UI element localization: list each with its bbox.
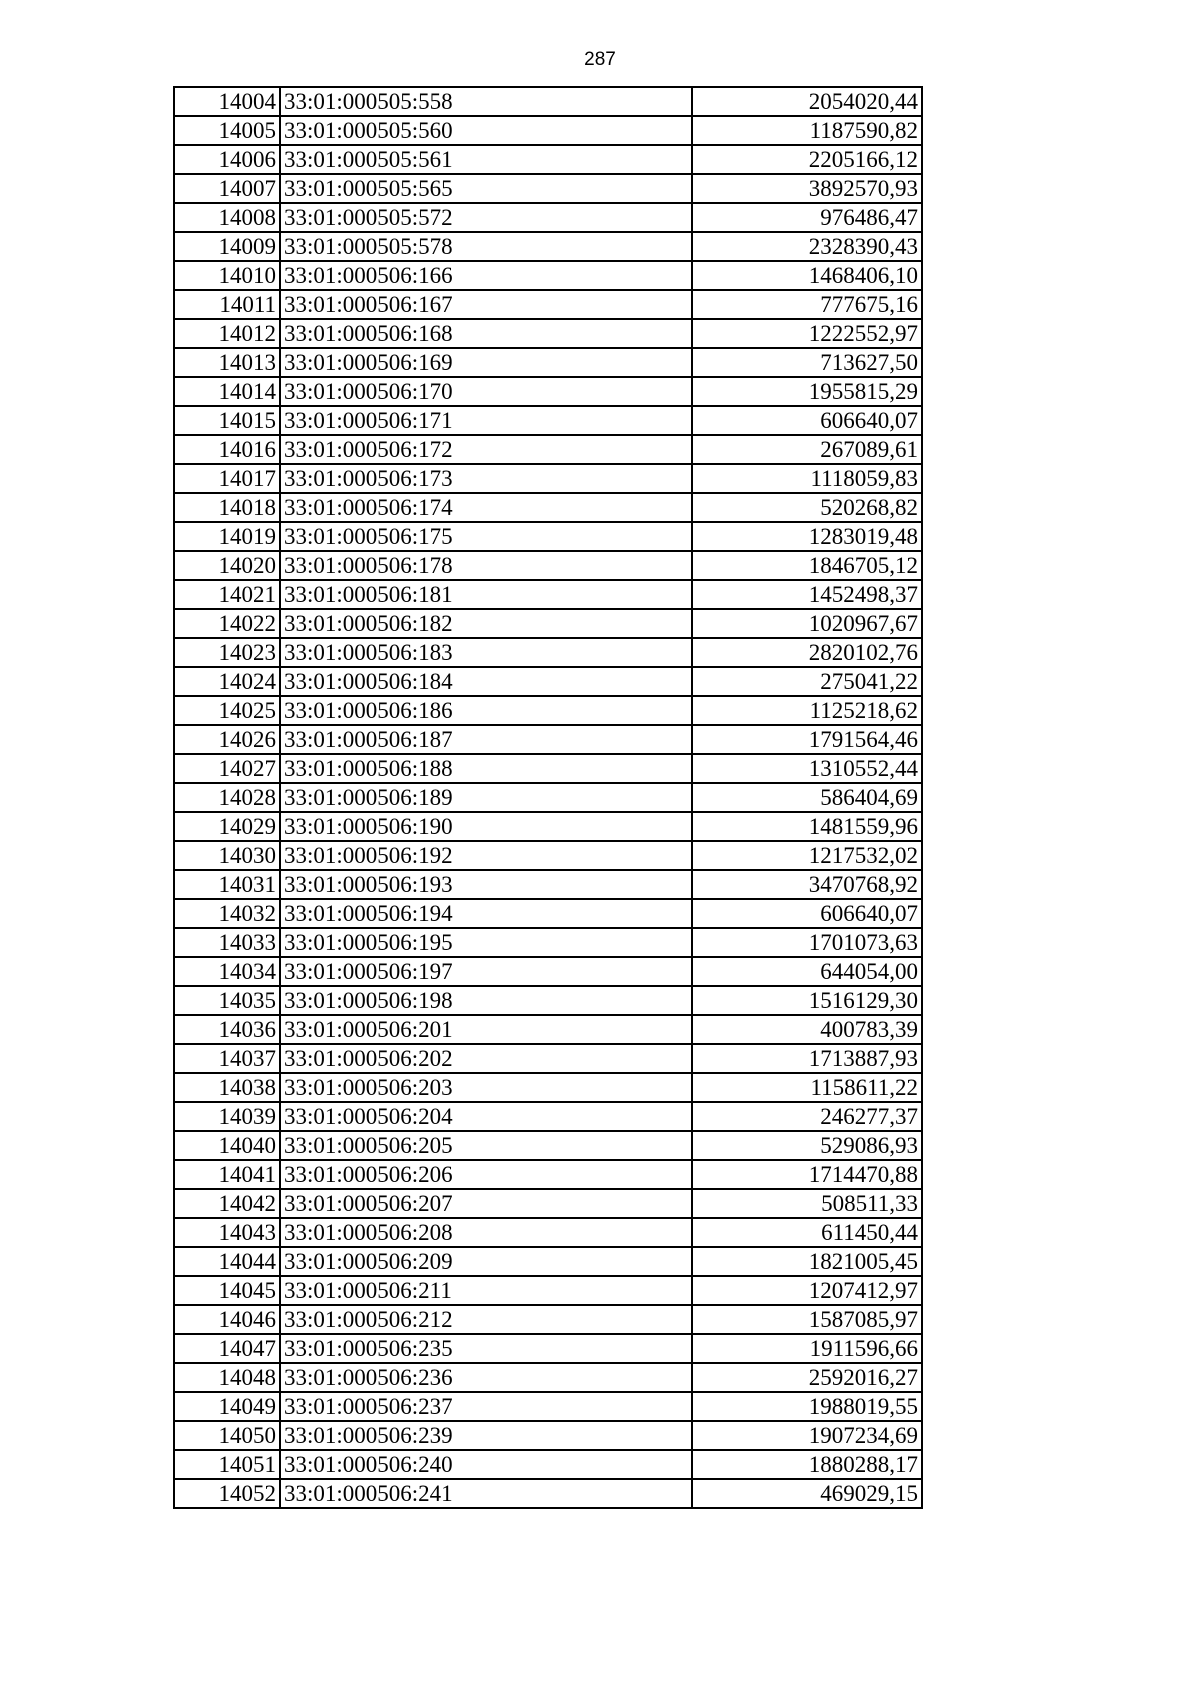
cadastral-value-cell: 1516129,30 [692,986,922,1015]
cadastral-value-cell: 606640,07 [692,899,922,928]
cadastral-value-cell: 1187590,82 [692,116,922,145]
row-number-cell: 14027 [174,754,280,783]
cadastral-number-cell: 33:01:000506:172 [280,435,692,464]
row-number-cell: 14040 [174,1131,280,1160]
cadastral-number-cell: 33:01:000506:175 [280,522,692,551]
table-row [174,348,922,377]
row-number-cell: 14009 [174,232,280,261]
table-row [174,522,922,551]
table-row [174,986,922,1015]
cadastral-number-cell: 33:01:000506:171 [280,406,692,435]
cadastral-value-cell: 520268,82 [692,493,922,522]
cadastral-value-cell: 508511,33 [692,1189,922,1218]
cadastral-number-cell: 33:01:000506:194 [280,899,692,928]
row-number-cell: 14006 [174,145,280,174]
row-number-cell: 14039 [174,1102,280,1131]
cadastral-value-cell: 1713887,93 [692,1044,922,1073]
cadastral-value-cell: 2205166,12 [692,145,922,174]
cadastral-value-cell: 1020967,67 [692,609,922,638]
cadastral-number-cell: 33:01:000506:235 [280,1334,692,1363]
cadastral-value-cell: 976486,47 [692,203,922,232]
table-row [174,493,922,522]
cadastral-number-cell: 33:01:000506:167 [280,290,692,319]
table-row [174,464,922,493]
cadastral-value-cell: 1791564,46 [692,725,922,754]
row-number-cell: 14035 [174,986,280,1015]
cadastral-number-cell: 33:01:000506:204 [280,1102,692,1131]
row-number-cell: 14024 [174,667,280,696]
row-number-cell: 14016 [174,435,280,464]
cadastral-value-cell: 1587085,97 [692,1305,922,1334]
cadastral-number-cell: 33:01:000506:168 [280,319,692,348]
table-row [174,1044,922,1073]
table-row [174,725,922,754]
row-number-cell: 14021 [174,580,280,609]
cadastral-value-cell: 1222552,97 [692,319,922,348]
cadastral-number-cell: 33:01:000506:236 [280,1363,692,1392]
row-number-cell: 14020 [174,551,280,580]
table-row [174,1363,922,1392]
cadastral-number-cell: 33:01:000506:173 [280,464,692,493]
cadastral-number-cell: 33:01:000505:561 [280,145,692,174]
cadastral-value-cell: 611450,44 [692,1218,922,1247]
cadastral-number-cell: 33:01:000506:206 [280,1160,692,1189]
row-number-cell: 14005 [174,116,280,145]
table-row [174,1392,922,1421]
cadastral-number-cell: 33:01:000505:572 [280,203,692,232]
row-number-cell: 14015 [174,406,280,435]
cadastral-number-cell: 33:01:000505:565 [280,174,692,203]
cadastral-value-cell: 586404,69 [692,783,922,812]
table-row [174,1276,922,1305]
cadastral-number-cell: 33:01:000506:193 [280,870,692,899]
table-row [174,928,922,957]
cadastral-value-cell: 1714470,88 [692,1160,922,1189]
table-row [174,899,922,928]
table-row [174,319,922,348]
row-number-cell: 14036 [174,1015,280,1044]
page-number: 287 [584,49,616,70]
cadastral-value-cell: 1125218,62 [692,696,922,725]
table-body [174,87,922,1508]
table-row [174,580,922,609]
cadastral-value-cell: 275041,22 [692,667,922,696]
cadastral-number-cell: 33:01:000505:578 [280,232,692,261]
cadastral-value-cell: 1452498,37 [692,580,922,609]
cadastral-value-cell: 1880288,17 [692,1450,922,1479]
table-row [174,609,922,638]
table-row [174,290,922,319]
cadastral-value-cell: 1310552,44 [692,754,922,783]
table-row [174,1334,922,1363]
cadastral-number-cell: 33:01:000506:198 [280,986,692,1015]
row-number-cell: 14019 [174,522,280,551]
cadastral-value-cell: 1907234,69 [692,1421,922,1450]
table-row [174,667,922,696]
table-row [174,1015,922,1044]
row-number-cell: 14022 [174,609,280,638]
row-number-cell: 14018 [174,493,280,522]
row-number-cell: 14052 [174,1479,280,1508]
row-number-cell: 14012 [174,319,280,348]
row-number-cell: 14023 [174,638,280,667]
cadastral-value-table [173,86,923,1509]
table-row [174,957,922,986]
cadastral-value-cell: 246277,37 [692,1102,922,1131]
cadastral-value-cell: 777675,16 [692,290,922,319]
row-number-cell: 14017 [174,464,280,493]
row-number-cell: 14037 [174,1044,280,1073]
cadastral-number-cell: 33:01:000506:184 [280,667,692,696]
cadastral-number-cell: 33:01:000506:166 [280,261,692,290]
cadastral-number-cell: 33:01:000506:188 [280,754,692,783]
row-number-cell: 14014 [174,377,280,406]
row-number-cell: 14041 [174,1160,280,1189]
row-number-cell: 14029 [174,812,280,841]
cadastral-value-cell: 1217532,02 [692,841,922,870]
table-row [174,841,922,870]
table-row [174,1073,922,1102]
cadastral-number-cell: 33:01:000506:208 [280,1218,692,1247]
table-row [174,1102,922,1131]
cadastral-value-cell: 1158611,22 [692,1073,922,1102]
cadastral-number-cell: 33:01:000506:197 [280,957,692,986]
table-row [174,1450,922,1479]
table-row [174,812,922,841]
cadastral-value-cell: 469029,15 [692,1479,922,1508]
cadastral-number-cell: 33:01:000506:169 [280,348,692,377]
table-row [174,1305,922,1334]
cadastral-number-cell: 33:01:000506:190 [280,812,692,841]
table-row [174,174,922,203]
cadastral-value-cell: 1481559,96 [692,812,922,841]
cadastral-number-cell: 33:01:000506:174 [280,493,692,522]
cadastral-number-cell: 33:01:000506:186 [280,696,692,725]
cadastral-value-cell: 3470768,92 [692,870,922,899]
cadastral-value-cell: 2328390,43 [692,232,922,261]
cadastral-value-cell: 400783,39 [692,1015,922,1044]
cadastral-number-cell: 33:01:000506:239 [280,1421,692,1450]
cadastral-value-cell: 2820102,76 [692,638,922,667]
table-row [174,1421,922,1450]
table-row [174,870,922,899]
table-row [174,87,922,116]
table-row [174,145,922,174]
table-row [174,406,922,435]
cadastral-number-cell: 33:01:000506:205 [280,1131,692,1160]
cadastral-number-cell: 33:01:000506:178 [280,551,692,580]
table-row [174,203,922,232]
row-number-cell: 14050 [174,1421,280,1450]
row-number-cell: 14008 [174,203,280,232]
row-number-cell: 14051 [174,1450,280,1479]
cadastral-number-cell: 33:01:000506:170 [280,377,692,406]
cadastral-value-cell: 644054,00 [692,957,922,986]
row-number-cell: 14030 [174,841,280,870]
cadastral-value-cell: 1468406,10 [692,261,922,290]
table-row [174,1247,922,1276]
cadastral-value-cell: 2054020,44 [692,87,922,116]
row-number-cell: 14013 [174,348,280,377]
cadastral-number-cell: 33:01:000505:558 [280,87,692,116]
cadastral-number-cell: 33:01:000506:202 [280,1044,692,1073]
table-row [174,551,922,580]
row-number-cell: 14011 [174,290,280,319]
cadastral-value-cell: 1701073,63 [692,928,922,957]
row-number-cell: 14044 [174,1247,280,1276]
cadastral-value-cell: 713627,50 [692,348,922,377]
row-number-cell: 14010 [174,261,280,290]
cadastral-number-cell: 33:01:000506:240 [280,1450,692,1479]
table-row [174,754,922,783]
cadastral-value-cell: 1283019,48 [692,522,922,551]
cadastral-value-cell: 1955815,29 [692,377,922,406]
table-row [174,1160,922,1189]
table-row [174,1218,922,1247]
cadastral-number-cell: 33:01:000506:207 [280,1189,692,1218]
cadastral-number-cell: 33:01:000506:203 [280,1073,692,1102]
cadastral-number-cell: 33:01:000506:182 [280,609,692,638]
table-row [174,232,922,261]
cadastral-value-cell: 1988019,55 [692,1392,922,1421]
table-row [174,261,922,290]
row-number-cell: 14045 [174,1276,280,1305]
cadastral-value-cell: 1207412,97 [692,1276,922,1305]
cadastral-value-cell: 1821005,45 [692,1247,922,1276]
row-number-cell: 14034 [174,957,280,986]
cadastral-value-cell: 3892570,93 [692,174,922,203]
row-number-cell: 14038 [174,1073,280,1102]
cadastral-number-cell: 33:01:000506:209 [280,1247,692,1276]
cadastral-number-cell: 33:01:000506:211 [280,1276,692,1305]
cadastral-number-cell: 33:01:000506:201 [280,1015,692,1044]
table-row [174,377,922,406]
cadastral-value-cell: 2592016,27 [692,1363,922,1392]
cadastral-value-cell: 1846705,12 [692,551,922,580]
cadastral-number-cell: 33:01:000505:560 [280,116,692,145]
cadastral-number-cell: 33:01:000506:212 [280,1305,692,1334]
row-number-cell: 14046 [174,1305,280,1334]
cadastral-number-cell: 33:01:000506:192 [280,841,692,870]
table-row [174,116,922,145]
table-row [174,696,922,725]
row-number-cell: 14048 [174,1363,280,1392]
table-row [174,1189,922,1218]
cadastral-value-cell: 1911596,66 [692,1334,922,1363]
cadastral-number-cell: 33:01:000506:189 [280,783,692,812]
row-number-cell: 14007 [174,174,280,203]
row-number-cell: 14028 [174,783,280,812]
table-row [174,435,922,464]
row-number-cell: 14042 [174,1189,280,1218]
cadastral-value-cell: 1118059,83 [692,464,922,493]
cadastral-value-cell: 529086,93 [692,1131,922,1160]
row-number-cell: 14047 [174,1334,280,1363]
table-row [174,783,922,812]
row-number-cell: 14043 [174,1218,280,1247]
cadastral-number-cell: 33:01:000506:237 [280,1392,692,1421]
cadastral-number-cell: 33:01:000506:195 [280,928,692,957]
row-number-cell: 14049 [174,1392,280,1421]
cadastral-number-cell: 33:01:000506:181 [280,580,692,609]
cadastral-number-cell: 33:01:000506:183 [280,638,692,667]
table-row [174,638,922,667]
row-number-cell: 14032 [174,899,280,928]
row-number-cell: 14031 [174,870,280,899]
row-number-cell: 14026 [174,725,280,754]
cadastral-number-cell: 33:01:000506:187 [280,725,692,754]
row-number-cell: 14004 [174,87,280,116]
cadastral-value-cell: 267089,61 [692,435,922,464]
row-number-cell: 14025 [174,696,280,725]
table-row [174,1479,922,1508]
table-row [174,1131,922,1160]
cadastral-number-cell: 33:01:000506:241 [280,1479,692,1508]
cadastral-value-cell: 606640,07 [692,406,922,435]
row-number-cell: 14033 [174,928,280,957]
